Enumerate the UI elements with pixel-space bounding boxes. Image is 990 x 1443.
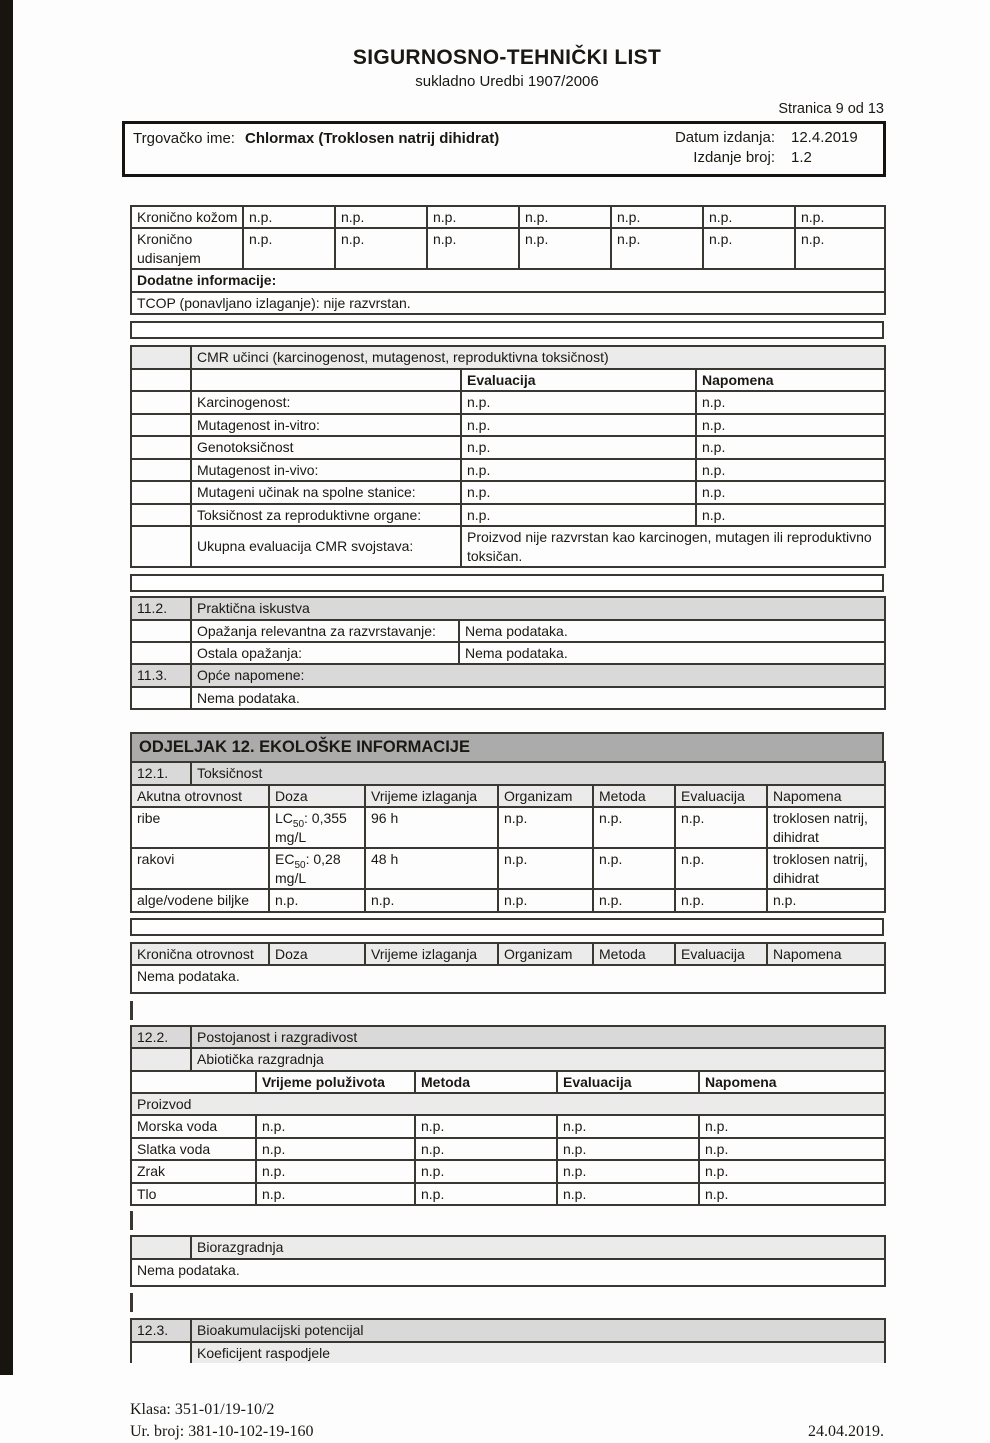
table-row [131, 687, 885, 709]
additional-info-label: Dodatne informacije: [131, 269, 885, 291]
table-row [131, 414, 885, 436]
table-row [131, 965, 885, 992]
table-row [131, 369, 885, 391]
table-row [131, 785, 885, 807]
blank-cell [131, 436, 191, 458]
value-cell: n.p. [365, 889, 498, 911]
value-cell: n.p. [696, 436, 885, 458]
value-cell: n.p. [699, 1115, 885, 1137]
value-cell: n.p. [461, 481, 696, 503]
row-label: Toksičnost za reproduktivne organe: [191, 504, 461, 526]
cmr-effects-table [130, 345, 886, 568]
issue-no-value: 1.2 [791, 149, 812, 166]
table-row [131, 1342, 885, 1363]
column-header: Doza [269, 785, 365, 807]
blank-cell [131, 391, 191, 413]
section-title: Toksičnost [191, 762, 885, 784]
value-cell: n.p. [415, 1183, 557, 1205]
section-12-1-row [130, 761, 886, 785]
document-subtitle: sukladno Uredbi 1907/2006 [415, 73, 599, 90]
issue-date-label: Datum izdanja: [674, 129, 775, 146]
row-label: Tlo [131, 1183, 256, 1205]
table-row [131, 1026, 885, 1048]
column-header-note: Napomena [699, 1071, 885, 1093]
row-label: Kronično udisanjem [131, 228, 243, 269]
row-label: Ostala opažanja: [191, 642, 459, 664]
cmr-overall-label: Ukupna evaluacija CMR svojstava: [191, 526, 461, 567]
column-header-note: Napomena [696, 369, 885, 391]
table-row [131, 526, 885, 567]
value-cell: n.p. [427, 228, 519, 269]
value-cell: n.p. [243, 206, 335, 228]
value-cell: n.p. [415, 1115, 557, 1137]
empty-spacer-tick [130, 1211, 153, 1230]
practical-experience-table [130, 596, 886, 710]
section-12-3-rows [130, 1318, 886, 1363]
table-row [131, 1048, 885, 1070]
cmr-overall-value: Proizvod nije razvrstan kao karcinogen, mutagen ili reproduktivno toksičan. [461, 526, 885, 567]
row-label: Zrak [131, 1160, 256, 1182]
dose-cell: n.p. [269, 889, 365, 911]
section-title: Postojanost i razgradivost [191, 1026, 885, 1048]
value-cell: n.p. [256, 1115, 415, 1137]
value-cell: n.p. [461, 436, 696, 458]
blank-cell [131, 642, 191, 664]
column-header: Evaluacija [675, 943, 767, 965]
issue-info-group [657, 128, 875, 168]
blank-cell [131, 346, 191, 368]
table-row [131, 1160, 885, 1182]
table-row [131, 642, 885, 664]
value-cell: n.p. [696, 459, 885, 481]
table-row [131, 228, 885, 269]
table-row [131, 1183, 885, 1205]
column-header: Organizam [498, 943, 593, 965]
table-row [131, 1071, 885, 1093]
blank-cell [131, 1071, 256, 1093]
row-label: Morska voda [131, 1115, 256, 1137]
value-cell: n.p. [256, 1183, 415, 1205]
empty-spacer-row [130, 321, 884, 339]
column-header: Vrijeme izlaganja [365, 943, 498, 965]
table-row [131, 1319, 885, 1341]
row-label: Kronično kožom [131, 206, 243, 228]
column-header: Doza [269, 943, 365, 965]
chronic-toxicity-table [130, 942, 886, 994]
empty-spacer-row [130, 918, 884, 936]
footer-date: 24.04.2019. [808, 1423, 884, 1441]
table-row [131, 391, 885, 413]
table-row [131, 807, 885, 848]
value-cell: Nema podataka. [459, 620, 885, 642]
value-cell: troklosen natrij, dihidrat [767, 807, 885, 848]
value-cell: n.p. [461, 391, 696, 413]
table-row [131, 436, 885, 458]
value-cell: n.p. [427, 206, 519, 228]
value-cell: n.p. [675, 807, 767, 848]
row-label: Mutagenost in-vivo: [191, 459, 461, 481]
value-cell: 96 h [365, 807, 498, 848]
value-cell: Nema podataka. [191, 687, 885, 709]
column-header: Metoda [593, 943, 675, 965]
value-cell: n.p. [675, 848, 767, 889]
blank-cell [131, 526, 191, 567]
page-number: Stranica 9 od 13 [778, 101, 884, 117]
subscript: 50 [294, 860, 306, 872]
section-number: 12.2. [131, 1026, 191, 1048]
value-cell: n.p. [335, 206, 427, 228]
ur-broj-number: Ur. broj: 381-10-102-19-160 [130, 1423, 314, 1441]
value-cell: n.p. [703, 206, 795, 228]
row-label: Genotoksičnost [191, 436, 461, 458]
chronic-effects-table [130, 205, 886, 315]
column-header: Evaluacija [675, 785, 767, 807]
trade-name-group [133, 128, 657, 147]
table-row [131, 943, 885, 965]
value-cell: n.p. [256, 1160, 415, 1182]
value-cell: n.p. [461, 459, 696, 481]
document-footer [130, 1399, 884, 1443]
value-cell: n.p. [498, 889, 593, 911]
blank-cell [131, 504, 191, 526]
value-cell: n.p. [611, 206, 703, 228]
subsection-title: Koeficijent raspodjele [191, 1342, 885, 1363]
section-title: Bioakumulacijski potencijal [191, 1319, 885, 1341]
blank-cell [131, 1342, 191, 1363]
section-number: 12.1. [131, 762, 191, 784]
trade-name-label: Trgovačko ime: [133, 130, 235, 147]
blank-cell [131, 459, 191, 481]
empty-spacer-tick [130, 1293, 153, 1312]
value-cell: n.p. [519, 228, 611, 269]
value-cell: n.p. [415, 1160, 557, 1182]
blank-cell [131, 1236, 191, 1258]
table-row [131, 1138, 885, 1160]
column-header: Metoda [593, 785, 675, 807]
value-cell: n.p. [699, 1183, 885, 1205]
column-header: Vrijeme izlaganja [365, 785, 498, 807]
blank-cell [131, 481, 191, 503]
acute-toxicity-table [130, 784, 886, 913]
row-label: Opažanja relevantna za razvrstavanje: [191, 620, 459, 642]
column-header-halflife: Vrijeme poluživota [256, 1071, 415, 1093]
table-row [131, 1259, 885, 1286]
table-row [131, 597, 885, 619]
value-cell: n.p. [557, 1138, 699, 1160]
column-header-evaluation: Evaluacija [461, 369, 696, 391]
dose-cell: $LC_{50}$: 0,355 mg/L [269, 807, 365, 848]
table-row [131, 269, 885, 291]
value-cell: n.p. [611, 228, 703, 269]
value-cell: n.p. [696, 414, 885, 436]
column-header-evaluation: Evaluacija [557, 1071, 699, 1093]
blank-cell [131, 1048, 191, 1070]
table-row [131, 889, 885, 911]
biodegradation-table [130, 1235, 886, 1287]
table-row [131, 292, 885, 314]
value-cell: n.p. [795, 228, 885, 269]
section-title: Praktična iskustva [191, 597, 885, 619]
value-cell: n.p. [498, 807, 593, 848]
value-cell: n.p. [415, 1138, 557, 1160]
value-cell: n.p. [461, 504, 696, 526]
value-cell: n.p. [557, 1160, 699, 1182]
blank-cell [131, 620, 191, 642]
value-cell: n.p. [498, 848, 593, 889]
row-label: Karcinogenost: [191, 391, 461, 413]
value-cell: n.p. [696, 391, 885, 413]
row-label: Mutageni učinak na spolne stanice: [191, 481, 461, 503]
value-cell: n.p. [256, 1138, 415, 1160]
table-row [131, 346, 885, 368]
row-label: Mutagenost in-vitro: [191, 414, 461, 436]
table-row [131, 1236, 885, 1258]
issue-date-value: 12.4.2019 [791, 129, 858, 146]
empty-spacer-row [130, 574, 884, 592]
column-header: Organizam [498, 785, 593, 807]
section-number: 11.3. [131, 664, 191, 686]
row-label: Slatka voda [131, 1138, 256, 1160]
subsection-title: Biorazgradnja [191, 1236, 885, 1258]
klasa-number: Klasa: 351-01/19-10/2 [130, 1401, 275, 1419]
column-header-method: Metoda [415, 1071, 557, 1093]
value-cell: n.p. [675, 889, 767, 911]
value-cell: n.p. [461, 414, 696, 436]
blank-cell [131, 369, 191, 391]
value-cell: n.p. [593, 889, 675, 911]
empty-spacer-tick [130, 1001, 153, 1020]
product-header-box [122, 121, 886, 177]
value-cell: n.p. [703, 228, 795, 269]
blank-cell [131, 687, 191, 709]
table-row [131, 1093, 885, 1115]
no-data-cell: Nema podataka. [131, 965, 885, 992]
value-cell: n.p. [335, 228, 427, 269]
table-row [131, 620, 885, 642]
row-label: ribe [131, 807, 269, 848]
half-life-table [130, 1070, 886, 1207]
value-cell: n.p. [519, 206, 611, 228]
cmr-title: CMR učinci (karcinogenost, mutagenost, reproduktivna toksičnost) [191, 346, 885, 368]
table-row [131, 504, 885, 526]
no-data-cell: Nema podataka. [131, 1259, 885, 1286]
value-cell: n.p. [795, 206, 885, 228]
document-page [130, 0, 884, 1443]
value-cell: Nema podataka. [459, 642, 885, 664]
value-cell: n.p. [699, 1160, 885, 1182]
value-cell: n.p. [243, 228, 335, 269]
table-row [131, 664, 885, 686]
section-number: 12.3. [131, 1319, 191, 1341]
column-header: Akutna otrovnost [131, 785, 269, 807]
column-header: Napomena [767, 943, 885, 965]
trade-name-value: Chlormax (Troklosen natrij dihidrat) [244, 130, 500, 147]
table-row [131, 1115, 885, 1137]
section-title: Opće napomene: [191, 664, 885, 686]
row-label: alge/vodene biljke [131, 889, 269, 911]
section-12-2-rows [130, 1025, 886, 1072]
value-cell: n.p. [593, 807, 675, 848]
row-label: rakovi [131, 848, 269, 889]
value-cell: 48 h [365, 848, 498, 889]
value-cell: troklosen natrij, dihidrat [767, 848, 885, 889]
value-cell: n.p. [767, 889, 885, 911]
column-header: Napomena [767, 785, 885, 807]
value-cell: n.p. [696, 504, 885, 526]
blank-cell [191, 369, 461, 391]
additional-info-text: TCOP (ponavljano izlaganje): nije razvrstan. [131, 292, 885, 314]
column-header: Kronična otrovnost [131, 943, 269, 965]
product-row-label: Proizvod [131, 1093, 885, 1115]
dose-cell: $EC_{50}$: 0,28 mg/L [269, 848, 365, 889]
section-number: 11.2. [131, 597, 191, 619]
table-row [131, 459, 885, 481]
table-row [131, 848, 885, 889]
value-cell: n.p. [557, 1115, 699, 1137]
issue-no-label: Izdanje broj: [693, 149, 775, 166]
table-row [131, 206, 885, 228]
blank-cell [131, 414, 191, 436]
value-cell: n.p. [699, 1138, 885, 1160]
scan-edge-artifact [0, 0, 13, 1375]
document-title: SIGURNOSNO-TEHNIČKI LIST [352, 46, 662, 69]
value-cell: n.p. [696, 481, 885, 503]
value-cell: n.p. [593, 848, 675, 889]
section-12-banner: ODJELJAK 12. EKOLOŠKE INFORMACIJE [130, 732, 884, 763]
table-row [131, 481, 885, 503]
subscript: 50 [292, 819, 305, 831]
table-row [131, 762, 885, 784]
subsection-title: Abiotička razgradnja [191, 1048, 885, 1070]
value-cell: n.p. [557, 1183, 699, 1205]
